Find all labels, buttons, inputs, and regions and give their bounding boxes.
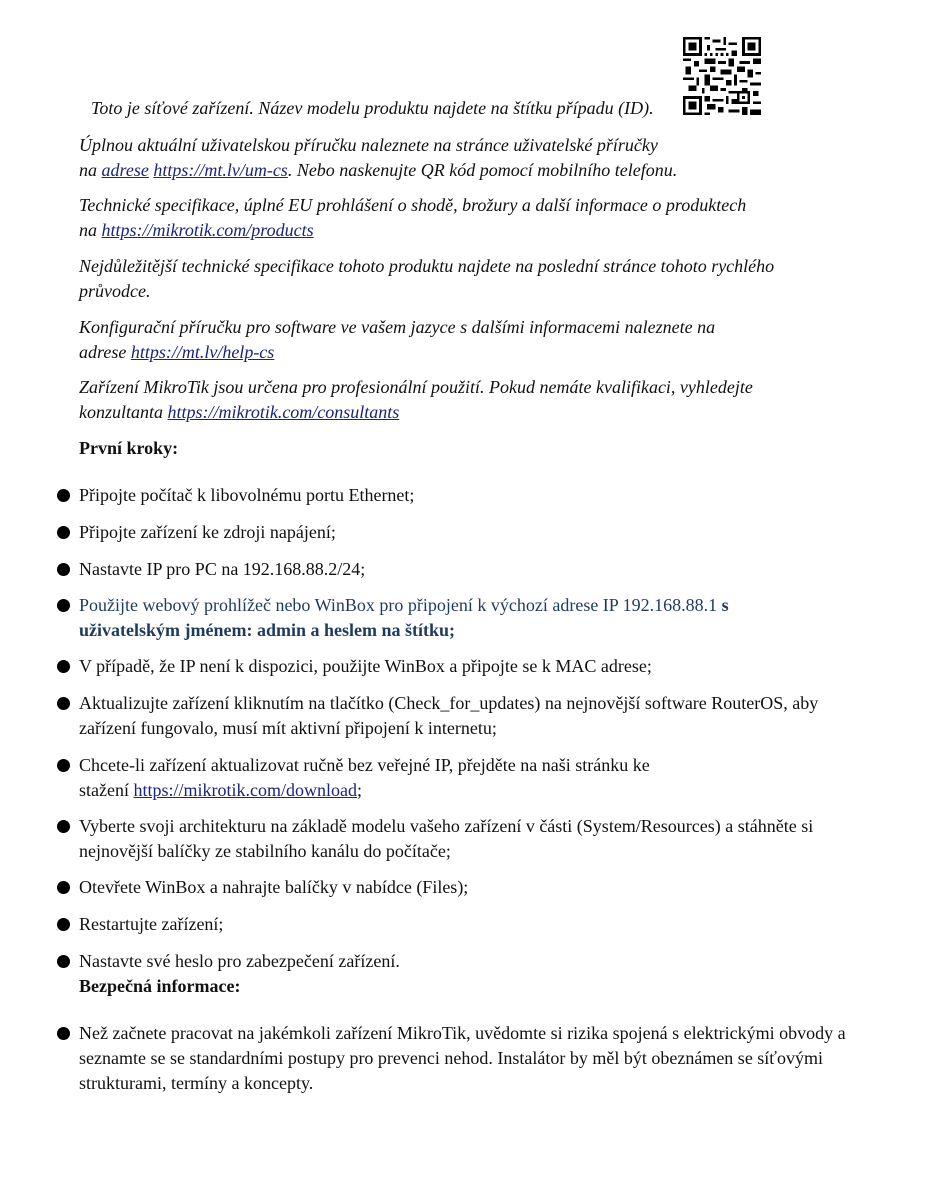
list-item xyxy=(79,593,779,643)
bullet-icon xyxy=(57,489,70,502)
bullet-icon xyxy=(57,526,70,539)
bullet-icon xyxy=(57,599,70,612)
first-steps-heading: První kroky: xyxy=(79,438,179,458)
step-text: Vyberte svoji architekturu na základě modelu vašeho zařízení v části (System/Resources) a stáhněte si nejnovější balíčky ze stabilního kanálu do počítače; xyxy=(79,816,814,861)
manual-address-link[interactable]: adrese xyxy=(101,160,149,180)
download-link[interactable]: https://mikrotik.com/download xyxy=(133,780,357,800)
specs-text: Technické specifikace, úplné EU prohlášení o shodě, brožury a další informace o produktech xyxy=(79,195,747,215)
manual-prefix: na xyxy=(79,160,102,180)
products-link[interactable]: https://mikrotik.com/products xyxy=(101,220,314,240)
manual-url-link[interactable]: https://mt.lv/um-cs xyxy=(153,160,288,180)
step-text: Restartujte zařízení; xyxy=(79,914,224,934)
list-item xyxy=(79,814,864,864)
list-item xyxy=(79,753,864,803)
step-text-2: stažení xyxy=(79,780,134,800)
list-item xyxy=(79,557,864,582)
consult-prefix: konzultanta xyxy=(79,402,168,422)
list-item xyxy=(79,875,864,900)
consult-text: Zařízení MikroTik jsou určena pro profesionální použití. Pokud nemáte kvalifikaci, vyhledejte xyxy=(79,377,753,397)
bullet-icon xyxy=(57,1027,70,1040)
step-text: Nastavte IP pro PC na 192.168.88.2/24; xyxy=(79,559,366,579)
intro-text: Toto je síťové zařízení. Název modelu produktu najdete na štítku případu (ID). xyxy=(91,98,654,118)
help-link[interactable]: https://mt.lv/help-cs xyxy=(130,342,275,362)
bullet-icon xyxy=(57,820,70,833)
step-text: Připojte počítač k libovolnému portu Ethernet; xyxy=(79,485,415,505)
bullet-icon xyxy=(57,918,70,931)
bullet-icon xyxy=(57,660,70,673)
bullet-icon xyxy=(57,955,70,968)
manual-text: Úplnou aktuální uživatelskou příručku naleznete na stránce uživatelské příručky xyxy=(79,135,658,155)
list-item xyxy=(79,520,864,545)
bullet-icon xyxy=(57,563,70,576)
step-text-3: ; xyxy=(356,780,362,800)
list-item xyxy=(79,691,864,741)
safety-text: Než začnete pracovat na jakémkoli zařízení MikroTik, uvědomte si rizika spojená s elektrickými obvody a seznamte se se standardními postupy pro prevenci nehod. Instalátor by měl být obeznámen se síťovými strukturami, termíny a koncepty. xyxy=(79,1023,846,1093)
specs-paragraph xyxy=(79,193,869,243)
config-text: Konfigurační příručku pro software ve vašem jazyce s dalšími informacemi naleznete na xyxy=(79,317,716,337)
important-paragraph: Nejdůležitější technické specifikace tohoto produktu najdete na poslední stránce tohoto rychlého průvodce. xyxy=(79,256,775,301)
config-prefix: adrese xyxy=(79,342,131,362)
safety-heading: Bezpečná informace: xyxy=(79,976,241,996)
consultants-link[interactable]: https://mikrotik.com/consultants xyxy=(167,402,400,422)
config-paragraph xyxy=(79,315,869,365)
step-text: Připojte zařízení ke zdroji napájení; xyxy=(79,522,336,542)
list-item xyxy=(79,1021,864,1096)
manual-suffix: . Nebo naskenujte QR kód pomocí mobilního telefonu. xyxy=(287,160,678,180)
step-credentials-text: s uživatelským jménem: admin a heslem na štítku; xyxy=(79,595,729,640)
list-item xyxy=(79,483,864,508)
bullet-icon xyxy=(57,697,70,710)
step-text: Použijte webový prohlížeč nebo WinBox pro připojení k výchozí adrese IP 192.168.88.1 xyxy=(79,595,722,615)
step-text: Otevřete WinBox a nahrajte balíčky v nabídce (Files); xyxy=(79,877,469,897)
manual-paragraph xyxy=(79,133,869,183)
specs-prefix: na xyxy=(79,220,102,240)
list-item xyxy=(79,949,864,974)
list-item xyxy=(79,654,864,679)
step-text: Nastavte své heslo pro zabezpečení zařízení. xyxy=(79,951,400,971)
qr-code-image xyxy=(683,37,761,115)
step-text: V případě, že IP není k dispozici, použijte WinBox a připojte se k MAC adrese; xyxy=(79,656,652,676)
list-item xyxy=(79,912,864,937)
step-text: Chcete-li zařízení aktualizovat ručně bez veřejné IP, přejděte na naši stránku ke xyxy=(79,755,650,775)
bullet-icon xyxy=(57,881,70,894)
bullet-icon xyxy=(57,759,70,772)
step-text: Aktualizujte zařízení kliknutím na tlačítko (Check_for_updates) na nejnovější software RouterOS, aby zařízení fungovalo, musí mít aktivní připojení k internetu; xyxy=(79,693,819,738)
consult-paragraph xyxy=(79,375,869,425)
